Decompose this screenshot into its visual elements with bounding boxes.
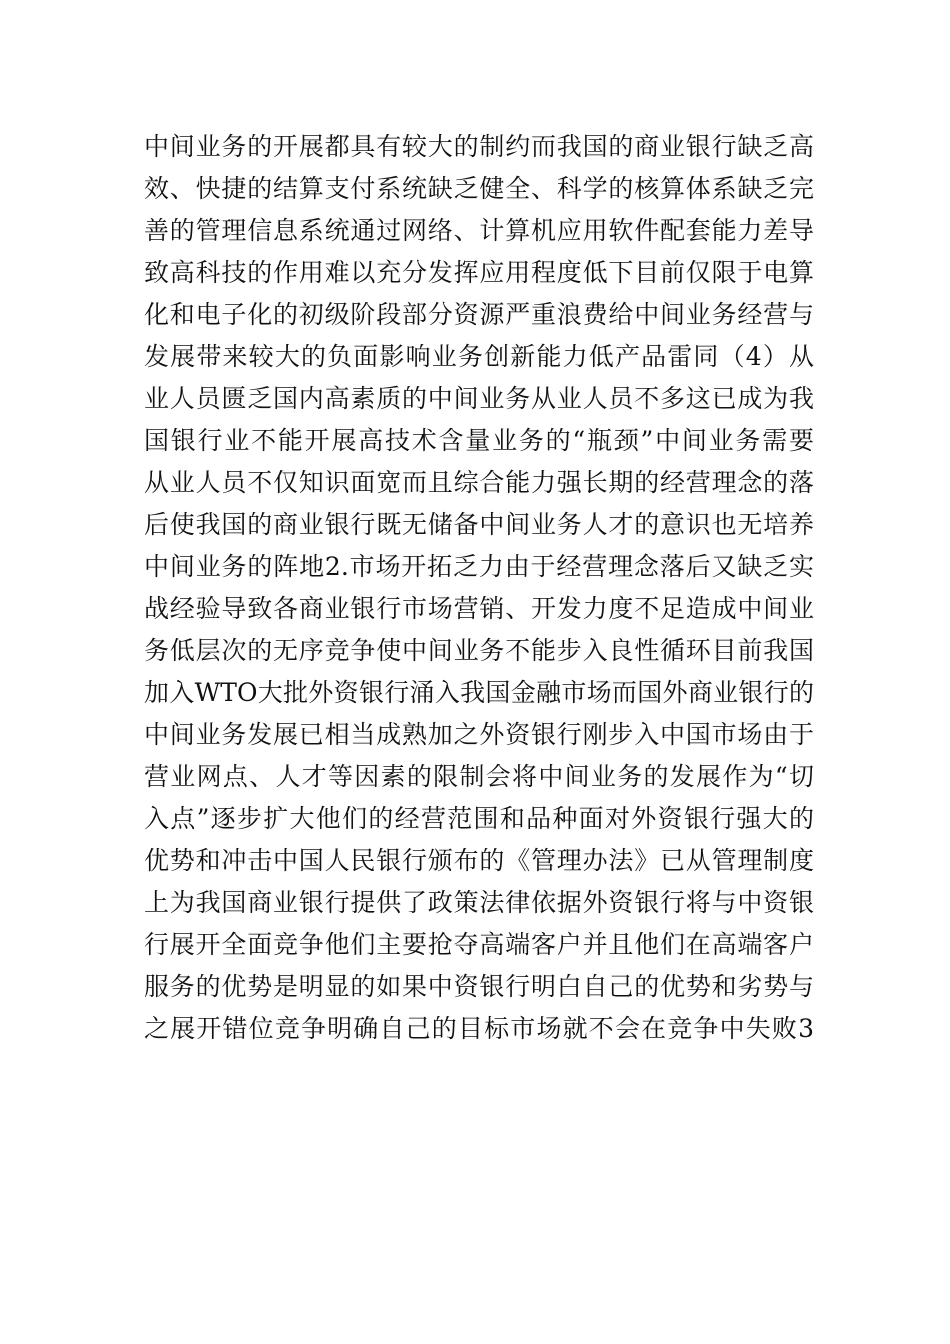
text-line: 营业网点、人才等因素的限制会将中间业务的发展作为“切 <box>144 762 814 791</box>
text-line: 行展开全面竞争他们主要抢夺高端客户并且他们在高端客户 <box>144 930 814 959</box>
text-line: 善的管理信息系统通过网络、计算机应用软件配套能力差导 <box>144 216 814 245</box>
text-line: 中间业务的开展都具有较大的制约而我国的商业银行缺乏高 <box>144 132 814 161</box>
text-line: 化和电子化的初级阶段部分资源严重浪费给中间业务经营与 <box>144 300 814 329</box>
text-line: 服务的优势是明显的如果中资银行明白自己的优势和劣势与 <box>144 972 814 1001</box>
text-line: 务低层次的无序竞争使中间业务不能步入良性循环目前我国 <box>144 636 814 665</box>
text-line: 业人员匮乏国内高素质的中间业务从业人员不多这已成为我 <box>144 384 814 413</box>
text-line: 优势和冲击中国人民银行颁布的《管理办法》已从管理制度 <box>144 846 814 875</box>
text-line: 从业人员不仅知识面宽而且综合能力强长期的经营理念的落 <box>144 468 814 497</box>
text-line: 加入WTO大批外资银行涌入我国金融市场而国外商业银行的 <box>144 678 814 707</box>
body-text <box>144 126 814 1050</box>
text-line: 国银行业不能开展高技术含量业务的“瓶颈”中间业务需要 <box>144 426 814 455</box>
text-line: 入点”逐步扩大他们的经营范围和品种面对外资银行强大的 <box>144 804 814 833</box>
text-line: 发展带来较大的负面影响业务创新能力低产品雷同（4）从 <box>144 342 814 371</box>
text-line: 致高科技的作用难以充分发挥应用程度低下目前仅限于电算 <box>144 258 814 287</box>
text-line: 效、快捷的结算支付系统缺乏健全、科学的核算体系缺乏完 <box>144 174 814 203</box>
text-line: 中间业务的阵地2.市场开拓乏力由于经营理念落后又缺乏实 <box>144 552 814 581</box>
text-line: 后使我国的商业银行既无储备中间业务人才的意识也无培养 <box>144 510 814 539</box>
text-line: 之展开错位竞争明确自己的目标市场就不会在竞争中失败3 <box>144 1014 814 1043</box>
text-line: 上为我国商业银行提供了政策法律依据外资银行将与中资银 <box>144 888 814 917</box>
text-line: 中间业务发展已相当成熟加之外资银行刚步入中国市场由于 <box>144 720 814 749</box>
text-line: 战经验导致各商业银行市场营销、开发力度不足造成中间业 <box>144 594 814 623</box>
